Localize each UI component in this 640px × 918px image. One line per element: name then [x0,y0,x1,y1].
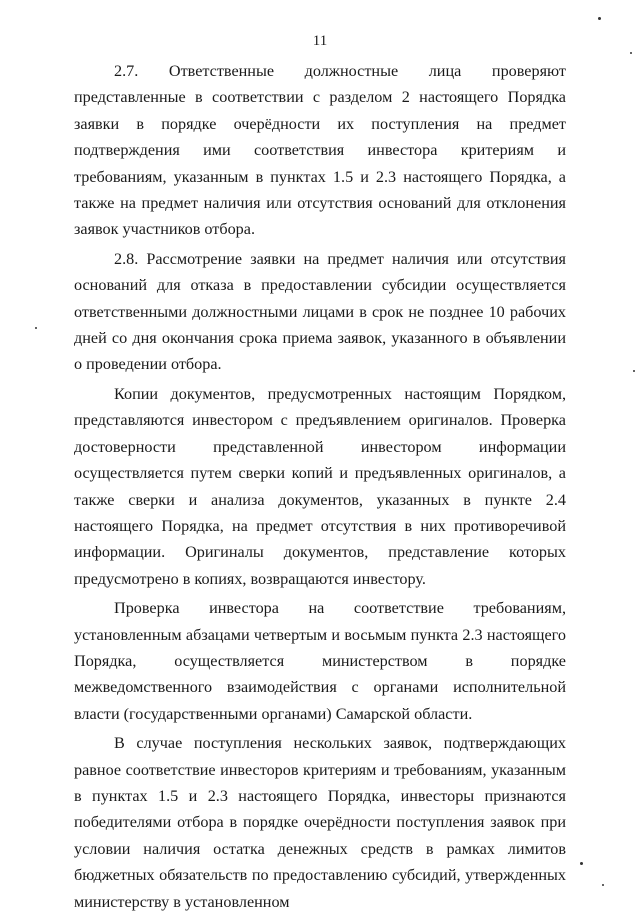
paragraph-multiple-applications: В случае поступления нескольких заявок, подтверждающих равное соответствие инвесторов критериям и требованиям, указанным в пунктах 1.5 и 2.3 настоящего Порядка, инвесторы признаются победителями отбора в порядке очерёдности поступления заявок при условии наличия остатка денежных средств в рамках лимитов бюджетных обязательств по предоставлению субсидий, утвержденных министерству в установленном [74,734,566,911]
scan-speck [580,862,583,865]
scan-speck [35,327,37,329]
paragraph-2-8: 2.8. Рассмотрение заявки на предмет наличия или отсутствия оснований для отказа в предоставлении субсидии осуществляется ответственными должностными лицами в срок не позднее 10 рабочих дней со дня окончания срока приема заявок, указанного в объявлении о проведении отбора. [74,249,566,374]
scan-speck [630,52,632,54]
document-body [74,58,566,918]
paragraph-document-copies: Копии документов, предусмотренных настоящим Порядком, представляются инвестором с предъявлением оригиналов. Проверка достоверности представленной инвестором информации осуществляется путем сверки копий и предъявленных оригиналов, а также сверки и анализа документов, указанных в пункте 2.4 настоящего Порядка, на предмет отсутствия в них противоречивой информации. Оригиналы документов, представление которых предусмотрено в копиях, возвращаются инвестору. [74,384,566,588]
page-number: 11 [312,33,328,49]
scan-speck [633,370,635,372]
paragraph-investor-check: Проверка инвестора на соответствие требованиям, установленным абзацами четвертым и восьмым пункта 2.3 настоящего Порядка, осуществляется министерством в порядке межведомственного взаимодействия с органами исполнительной власти (государственными органами) Самарской области. [74,599,566,723]
scan-speck [598,17,601,20]
paragraph-2-7: 2.7. Ответственные должностные лица проверяют представленные в соответствии с разделом 2 настоящего Порядка заявки в порядке очерёдности их поступления на предмет подтверждения ими соответствия инвестора критериям и требованиям, указанным в пунктах 1.5 и 2.3 настоящего Порядка, а также на предмет наличия или отсутствия оснований для отклонения заявок участников отбора. [74,62,566,239]
scan-speck [602,884,604,886]
